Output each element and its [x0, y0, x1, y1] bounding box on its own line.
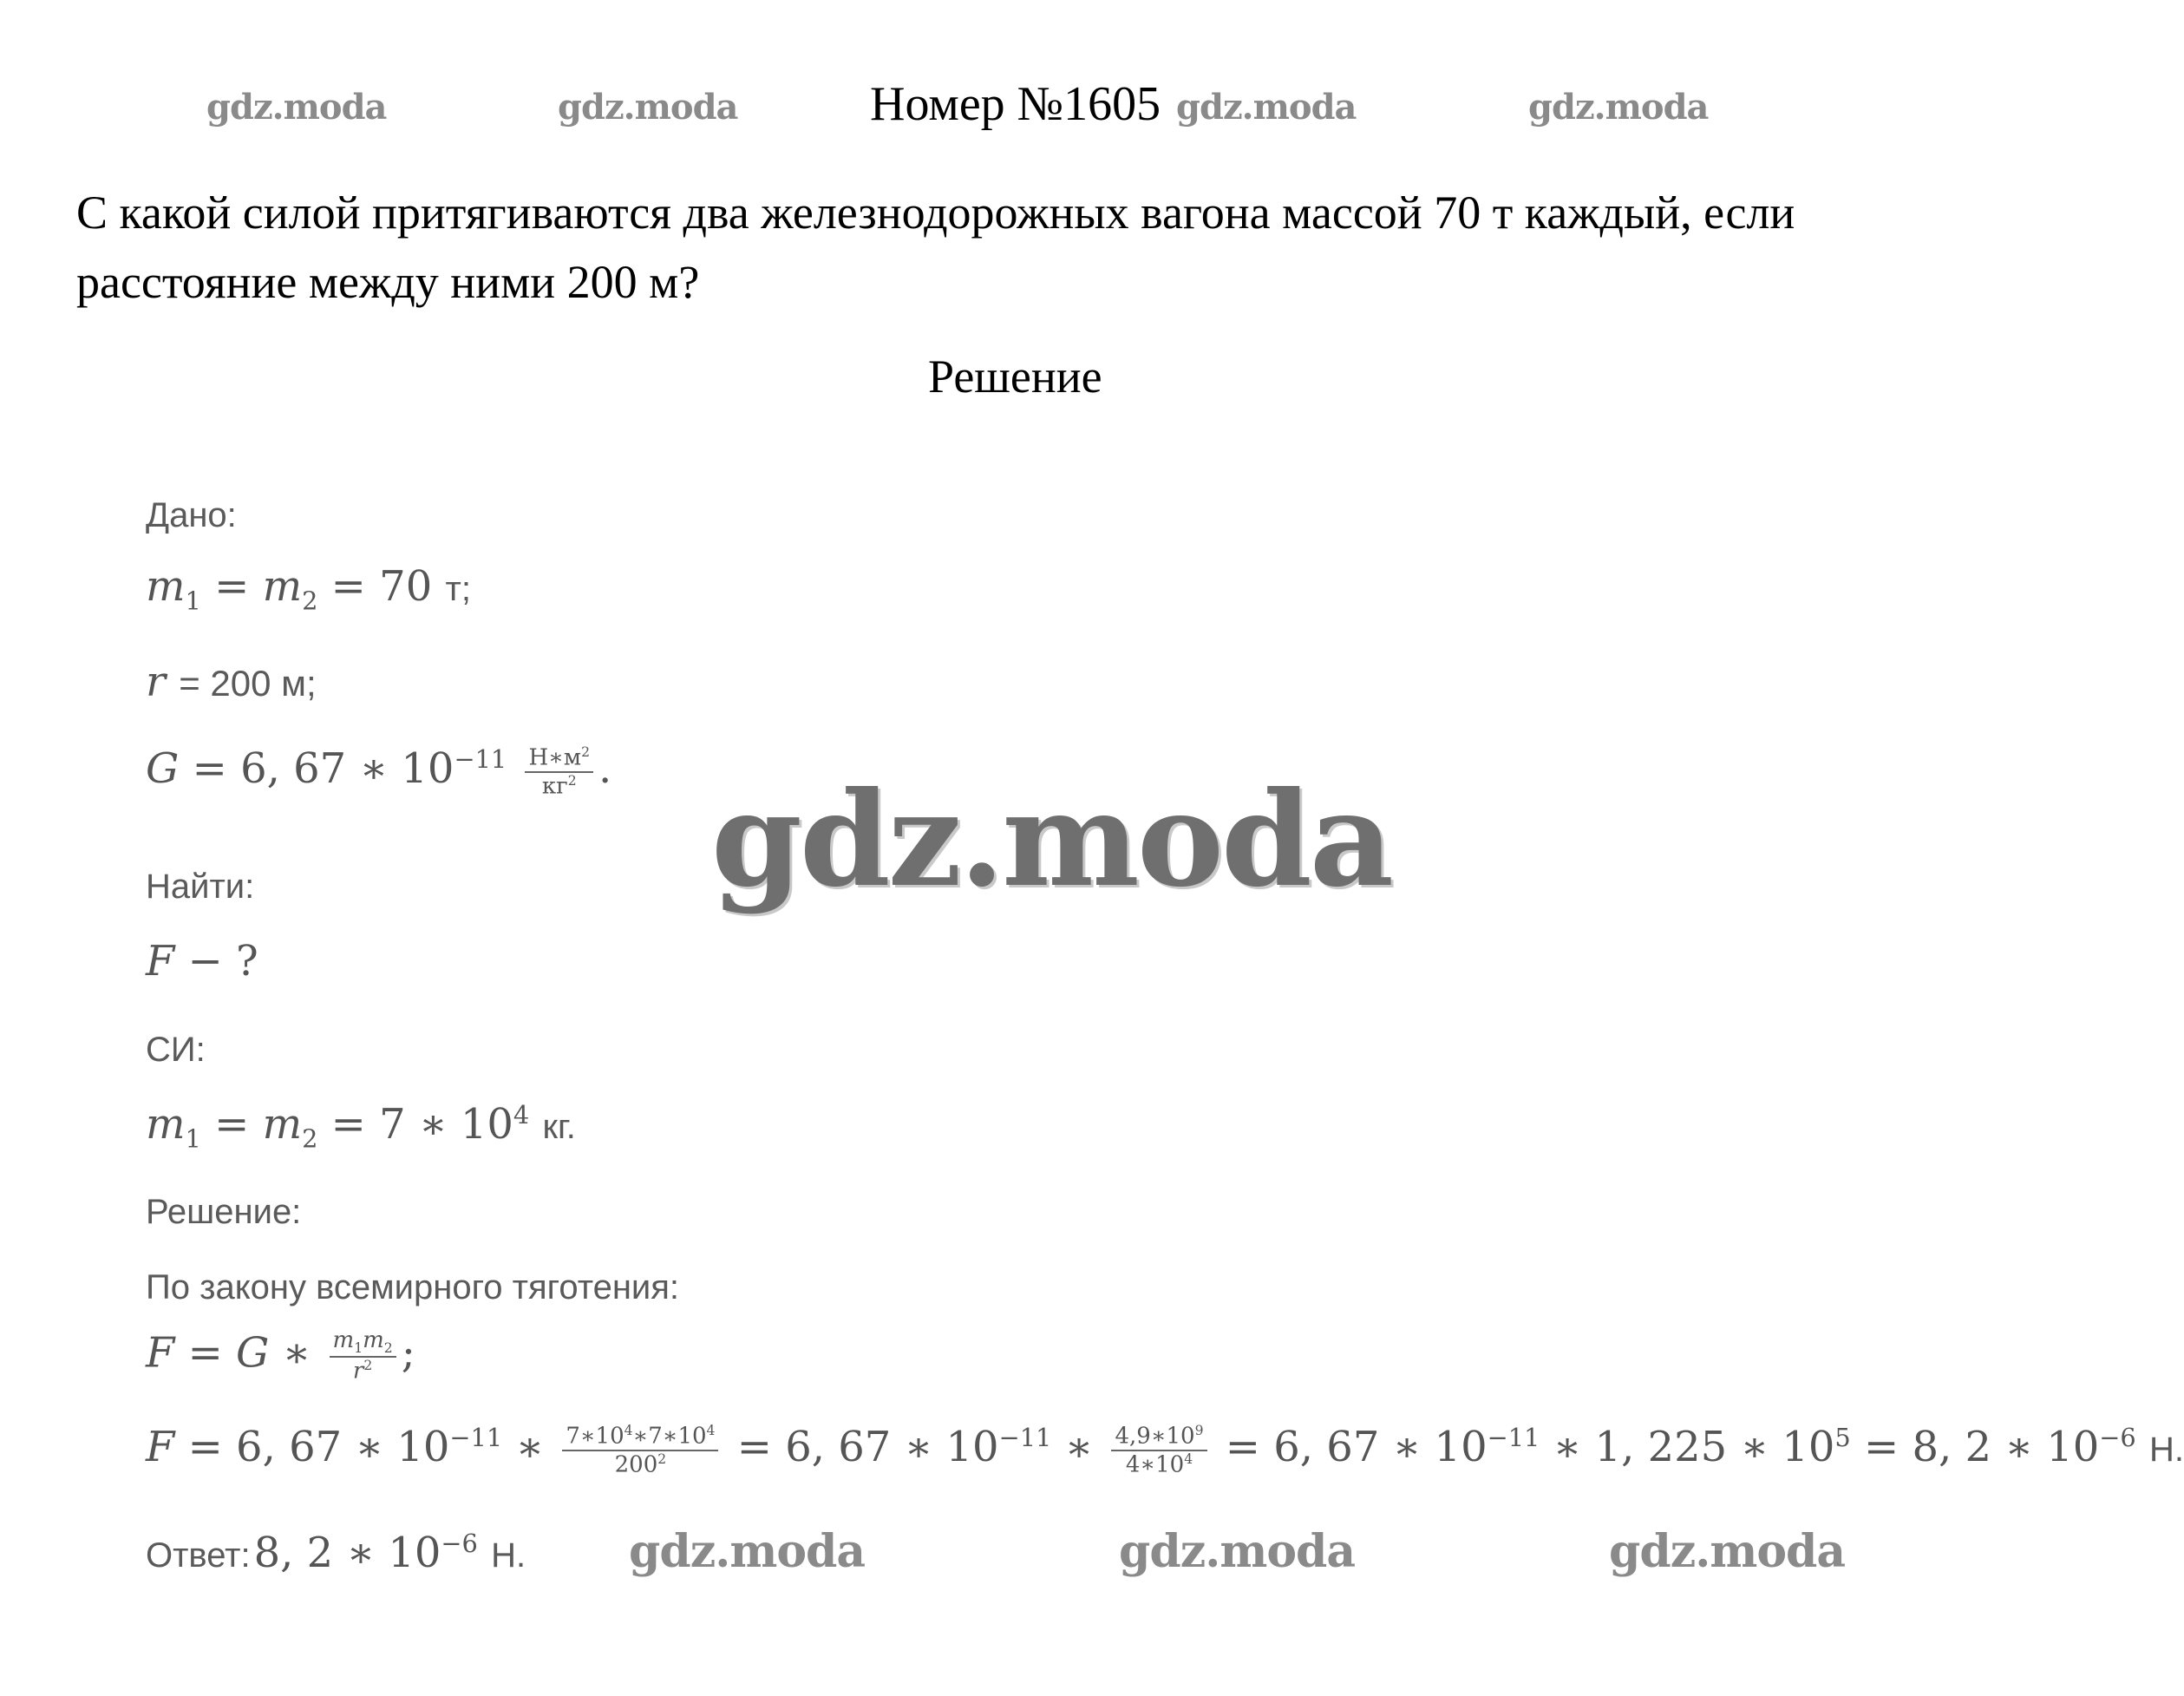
watermark: gdz.moda — [1609, 1525, 1846, 1578]
given-label: Дано: — [146, 496, 237, 534]
si-label: СИ: — [146, 1031, 206, 1069]
watermark: gdz.moda — [1528, 87, 1709, 128]
si-mass: $m_1 = m_2 = 7$ ∗ $10^4$ кг. — [146, 1100, 576, 1154]
watermark: gdz.moda — [206, 87, 387, 128]
answer-line — [146, 1529, 526, 1577]
watermark: gdz.moda — [1176, 87, 1357, 128]
formula-gravity: F = G ∗ $\frac{m_1m_2}{r^2}$ ; — [146, 1327, 415, 1385]
solution-label: Решение: — [146, 1193, 302, 1231]
answer-label: Ответ: — [146, 1536, 251, 1575]
given-gravity-constant: G = 6, 67 ∗ $10^{-11}$ $\frac{Н∗м^2}{кг^2}$ . — [146, 744, 612, 800]
given-mass: $m_1 = m_2 = 70$ т; — [146, 562, 471, 616]
page-title: Номер №1605 — [870, 77, 1161, 131]
find-force: F − ? — [146, 937, 258, 986]
solution-heading: Решение — [928, 350, 1102, 403]
watermark-large: gdz.moda — [711, 763, 1392, 916]
formula-calculation: F = 6, 67 ∗ $10^{-11}$ ∗ $\frac{7∗10^4∗7∗10^4}{200^2}$ = 6, 67 ∗ $10^{-11}$ ∗ $\frac{4,9∗10^9}{4∗10^4}$ = 6, 67 ∗ $10^{-11}$ ∗ 1, 225 ∗ $10^5 = 8$, 2 ∗ $10^{-6}$ Н. — [146, 1423, 2184, 1478]
watermark: gdz.moda — [629, 1525, 866, 1578]
problem-question: С какой силой притягиваются два железнодорожных вагона массой 70 т каждый, если расстояние между ними 200 м? — [76, 187, 1795, 308]
find-label: Найти: — [146, 868, 255, 906]
watermark: gdz.moda — [558, 87, 738, 128]
law-text: По закону всемирного тяготения: — [146, 1268, 680, 1306]
watermark: gdz.moda — [1119, 1525, 1356, 1578]
answer-value: 8, 2 ∗ $10^{-6}$ Н. — [253, 1529, 526, 1577]
given-distance: r = 200 м; — [146, 658, 317, 706]
